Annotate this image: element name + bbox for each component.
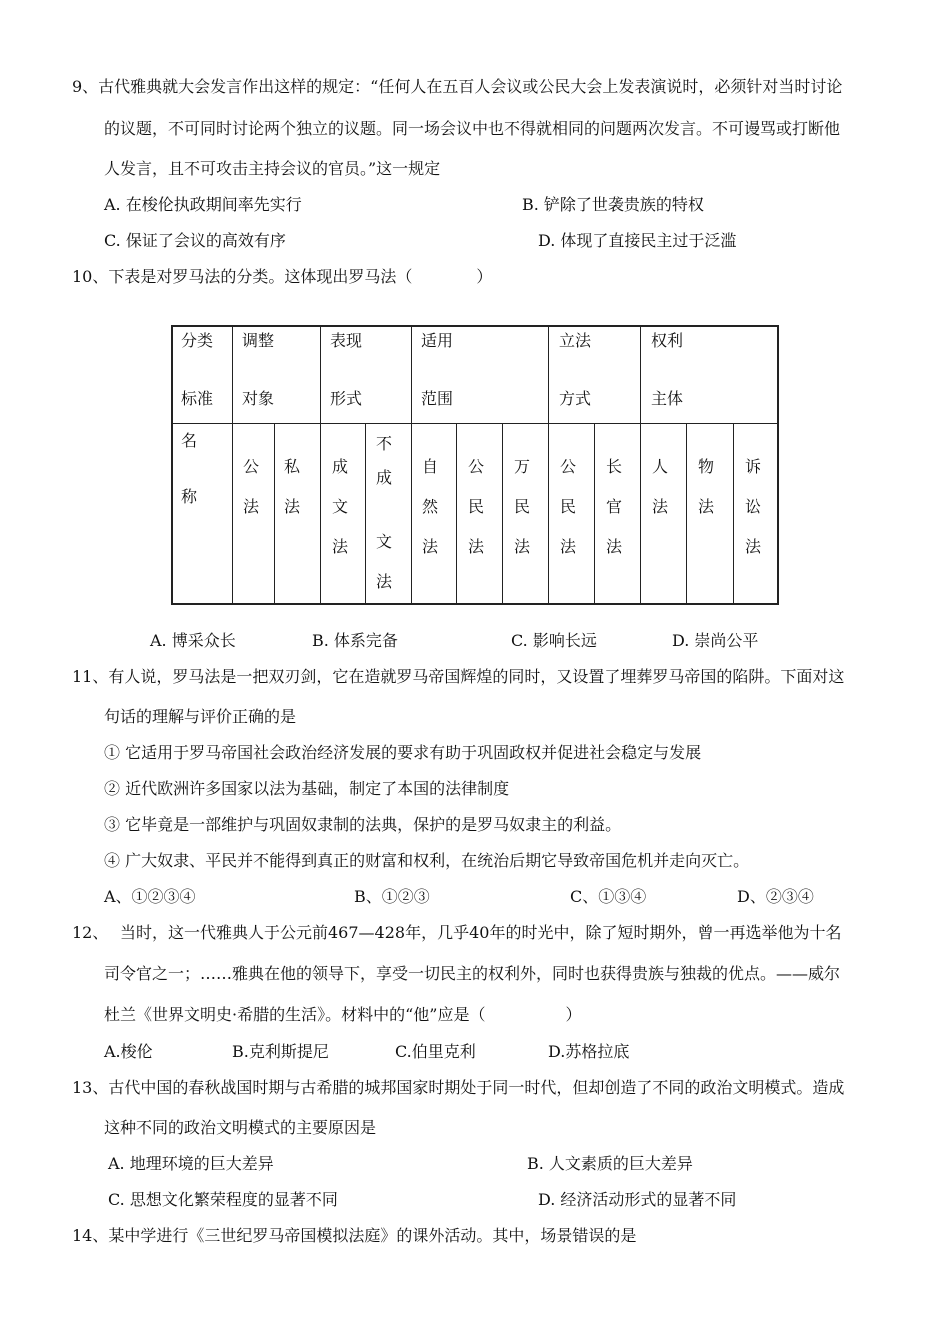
header-scope-line2: 范围 — [421, 389, 454, 408]
name-char: 民 — [513, 497, 530, 516]
q12-option-c: C.伯里克利 — [395, 1042, 476, 1061]
header-form-line2: 形式 — [330, 389, 363, 408]
header-scope-line1: 适用 — [421, 331, 454, 350]
q13-option-d: D. 经济活动形式的显著不同 — [538, 1190, 737, 1209]
q11-option-c: C、①③④ — [570, 887, 647, 906]
q12-option-a: A.梭伦 — [104, 1042, 153, 1061]
name-char: 法 — [697, 497, 714, 516]
q9-option-a: A. 在梭伦执政期间率先实行 — [104, 195, 302, 214]
name-char: 成 — [375, 468, 392, 487]
name-char: 法 — [375, 572, 392, 591]
name-char: 民 — [467, 497, 484, 516]
q11-statement-2: ② 近代欧洲许多国家以法为基础，制定了本国的法律制度 — [104, 779, 510, 798]
q12-option-d: D.苏格拉底 — [548, 1042, 630, 1061]
q10-option-b: B. 体系完备 — [312, 631, 398, 650]
q11-option-d: D、②③④ — [737, 887, 814, 906]
name-char: 成 — [331, 457, 348, 476]
q9-stem-line3: 人发言，且不可攻击主持会议的官员。”这一规定 — [104, 159, 441, 178]
name-char: 公 — [242, 457, 259, 476]
name-char: 法 — [744, 537, 761, 556]
name-char: 长 — [605, 457, 622, 476]
q13-option-c: C. 思想文化繁荣程度的显著不同 — [108, 1190, 338, 1209]
name-law-of-nations — [512, 454, 532, 557]
q14-stem-line1: 14、某中学进行《三世纪罗马帝国模拟法庭》的课外活动。其中，场景错误的是 — [72, 1226, 637, 1245]
q11-option-b: B、①②③ — [354, 887, 430, 906]
table-col-line — [411, 327, 412, 603]
name-civil-law-2 — [558, 454, 578, 557]
table-col-line — [594, 423, 595, 603]
q11-statement-4: ④ 广大奴隶、平民并不能得到真正的财富和权利，在统治后期它导致帝国危机并走向灭亡。 — [104, 851, 750, 870]
q11-stem-line2: 句话的理解与评价正确的是 — [104, 707, 297, 726]
name-law-of-persons — [650, 454, 670, 517]
header-legislation-line2: 方式 — [559, 389, 592, 408]
q13-stem-line1: 13、古代中国的春秋战国时期与古希腊的城邦国家时期处于同一时代，但却创造了不同的政治文明模式。造成 — [72, 1078, 845, 1097]
q13-option-a: A. 地理环境的巨大差异 — [108, 1154, 274, 1173]
table-col-line — [274, 423, 275, 603]
table-col-line — [548, 327, 549, 603]
name-magistrate-law — [604, 454, 624, 557]
name-procedural-law — [743, 454, 763, 557]
name-law-of-things — [696, 454, 716, 517]
name-char: 法 — [513, 537, 530, 556]
name-char: 诉 — [744, 457, 761, 476]
q9-option-c: C. 保证了会议的高效有序 — [104, 231, 286, 250]
q9-stem-line2: 的议题，不可同时讨论两个独立的议题。同一场会议中也不得就相同的问题两次发言。不可谩骂或打断他 — [104, 119, 841, 138]
name-natural-law — [420, 454, 440, 557]
table-col-line — [456, 423, 457, 603]
name-public-law — [241, 454, 261, 517]
name-char: 讼 — [744, 497, 761, 516]
table-col-line — [232, 327, 233, 603]
name-char: 万 — [513, 457, 530, 476]
q13-stem-line2: 这种不同的政治文明模式的主要原因是 — [104, 1118, 377, 1137]
table-col-line — [502, 423, 503, 603]
q9-option-d: D. 体现了直接民主过于泛滥 — [538, 231, 737, 250]
q12-stem-line3: 杜兰《世界文明史·希腊的生活》。材料中的“他”应是（ ） — [104, 1005, 582, 1024]
q12-number: 12、 — [72, 923, 109, 942]
q11-statement-3: ③ 它毕竟是一部维护与巩固奴隶制的法典，保护的是罗马奴隶主的利益。 — [104, 815, 622, 834]
name-char: 公 — [467, 457, 484, 476]
q9-stem-line1: 9、古代雅典就大会发言作出这样的规定：“任何人在五百人会议或公民大会上发表演说时，必须针对当时讨论 — [72, 77, 843, 96]
table-col-line — [733, 423, 734, 603]
q11-stem-line1: 11、有人说，罗马法是一把双刃剑，它在造就罗马帝国辉煌的同时，又设置了埋葬罗马帝国的陷阱。下面对这 — [72, 667, 845, 686]
name-char: 法 — [559, 537, 576, 556]
name-char: 法 — [283, 497, 300, 516]
name-written-law — [330, 454, 350, 557]
table-col-line — [640, 327, 641, 603]
q10-option-d: D. 崇尚公平 — [672, 631, 759, 650]
name-unwritten-law — [374, 431, 394, 592]
header-category-line2: 标准 — [181, 389, 214, 408]
name-char: 自 — [421, 457, 438, 476]
name-char: 然 — [421, 497, 438, 516]
name-char: 公 — [559, 457, 576, 476]
q12-stem-line1: 当时，这一代雅典人于公元前467—428年，几乎40年的时光中，除了短时期外，曾一再选举他为十名 — [120, 923, 842, 942]
name-char: 文 — [375, 532, 392, 551]
name-char: 私 — [283, 457, 300, 476]
name-char: 文 — [331, 497, 348, 516]
table-col-line — [686, 423, 687, 603]
name-char: 法 — [242, 497, 259, 516]
name-private-law — [282, 454, 302, 517]
name-char: 法 — [331, 537, 348, 556]
header-rights-line1: 权利 — [651, 331, 684, 350]
row-label-line2: 称 — [181, 487, 198, 506]
q11-option-a: A、①②③④ — [104, 887, 196, 906]
name-char: 官 — [605, 497, 622, 516]
q10-option-c: C. 影响长远 — [511, 631, 597, 650]
name-char: 人 — [651, 457, 668, 476]
name-char: 法 — [467, 537, 484, 556]
name-char: 不 — [375, 434, 392, 453]
table-col-line — [365, 423, 366, 603]
row-label-line1: 名 — [181, 431, 198, 450]
table-col-line — [320, 327, 321, 603]
name-char: 法 — [605, 537, 622, 556]
name-char: 物 — [697, 457, 714, 476]
q10-stem: 10、下表是对罗马法的分类。这体现出罗马法（ ） — [72, 267, 493, 286]
roman-law-table — [171, 325, 779, 605]
q12-option-b: B.克利斯提尼 — [232, 1042, 329, 1061]
header-rights-line2: 主体 — [651, 389, 684, 408]
q13-option-b: B. 人文素质的巨大差异 — [527, 1154, 693, 1173]
name-char: 法 — [651, 497, 668, 516]
name-char: 民 — [559, 497, 576, 516]
q10-option-a: A. 博采众长 — [150, 631, 236, 650]
header-category-line1: 分类 — [181, 331, 214, 350]
q12-stem-line2: 司令官之一；……雅典在他的领导下，享受一切民主的权利外，同时也获得贵族与独裁的优点。——威尔 — [104, 964, 841, 983]
q9-option-b: B. 铲除了世袭贵族的特权 — [522, 195, 704, 214]
q11-statement-1: ① 它适用于罗马帝国社会政治经济发展的要求有助于巩固政权并促进社会稳定与发展 — [104, 743, 702, 762]
name-char: 法 — [421, 537, 438, 556]
header-form-line1: 表现 — [330, 331, 363, 350]
header-adjust-line1: 调整 — [242, 331, 275, 350]
name-civil-law — [466, 454, 486, 557]
header-adjust-line2: 对象 — [242, 389, 275, 408]
header-legislation-line1: 立法 — [559, 331, 592, 350]
